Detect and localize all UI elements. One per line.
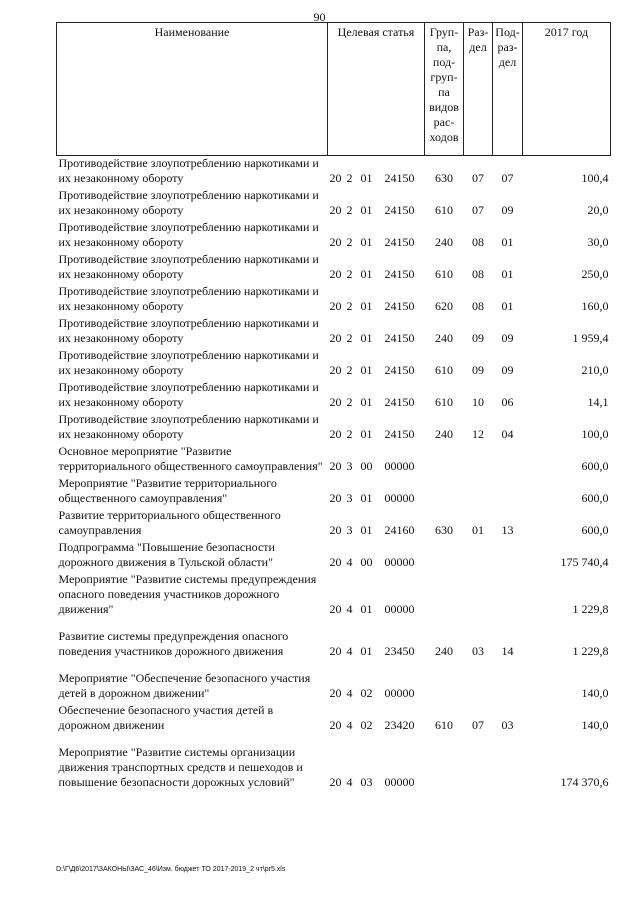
row-section: 01 bbox=[472, 523, 484, 537]
target-article-part: 00 bbox=[360, 555, 373, 569]
target-article-part: 01 bbox=[360, 523, 373, 537]
target-article-part: 23450 bbox=[384, 644, 415, 658]
page-number: 90 bbox=[313, 10, 326, 24]
row-amount: 30,0 bbox=[587, 235, 609, 249]
row-amount: 14,1 bbox=[587, 395, 609, 409]
row-section: 10 bbox=[472, 395, 484, 409]
row-subsection: 13 bbox=[501, 523, 514, 537]
row-name: Основное мероприятие "Развитие территориального общественного самоуправления" bbox=[58, 444, 323, 473]
target-article-part: 2 bbox=[346, 299, 353, 313]
row-section bbox=[464, 540, 493, 572]
target-article-part: 24150 bbox=[384, 171, 415, 185]
target-article-part: 00 bbox=[360, 459, 373, 473]
row-subsection bbox=[493, 476, 523, 508]
row-name: Подпрограмма "Повышение безопасности дорожного движения в Тульской области" bbox=[58, 540, 275, 569]
row-name: Противодействие злоупотреблению наркотиками и их незаконному обороту bbox=[58, 188, 319, 217]
table-row bbox=[57, 508, 611, 540]
header-year: 2017 год bbox=[523, 23, 611, 156]
row-subsection bbox=[493, 444, 523, 476]
table-row bbox=[57, 412, 611, 444]
row-target-article bbox=[328, 444, 425, 476]
target-article-part: 20 bbox=[329, 718, 342, 732]
target-article-part: 00000 bbox=[384, 775, 415, 789]
target-article-part: 23420 bbox=[384, 718, 415, 732]
row-target-article bbox=[328, 508, 425, 540]
row-subsection: 09 bbox=[501, 203, 514, 217]
target-article-part: 01 bbox=[360, 331, 373, 345]
row-target-article bbox=[328, 380, 425, 412]
target-article-part: 01 bbox=[360, 267, 373, 281]
row-amount: 174 370,6 bbox=[560, 775, 609, 789]
row-target-article bbox=[328, 284, 425, 316]
row-subsection: 07 bbox=[501, 171, 514, 185]
target-article-part: 4 bbox=[346, 686, 353, 700]
row-target-article bbox=[328, 316, 425, 348]
row-group: 610 bbox=[435, 267, 453, 281]
row-amount: 600,0 bbox=[581, 459, 609, 473]
target-article-part: 24150 bbox=[384, 363, 415, 377]
row-group bbox=[425, 540, 464, 572]
row-subsection: 06 bbox=[501, 395, 514, 409]
row-group: 610 bbox=[435, 395, 453, 409]
row-amount: 1 229,8 bbox=[572, 644, 609, 658]
target-article-part: 24150 bbox=[384, 427, 415, 441]
target-article-part: 00000 bbox=[384, 686, 415, 700]
target-article-part: 3 bbox=[346, 523, 353, 537]
row-section bbox=[464, 572, 493, 619]
row-section bbox=[464, 661, 493, 703]
row-group: 240 bbox=[435, 427, 453, 441]
target-article-part: 00000 bbox=[384, 491, 415, 505]
row-name: Мероприятие "Развитие территориального общественного самоуправления" bbox=[58, 476, 277, 505]
target-article-part: 20 bbox=[329, 203, 342, 217]
row-section bbox=[464, 476, 493, 508]
row-target-article bbox=[328, 412, 425, 444]
target-article-part: 20 bbox=[329, 171, 342, 185]
row-name: Мероприятие "Развитие системы предупреждения опасного поведения участников дорожного движения" bbox=[58, 572, 317, 616]
row-section: 09 bbox=[472, 363, 484, 377]
row-amount: 140,0 bbox=[581, 686, 609, 700]
row-target-article bbox=[328, 156, 425, 189]
target-article-part: 01 bbox=[360, 644, 373, 658]
budget-table bbox=[56, 22, 611, 792]
target-article-part: 00000 bbox=[384, 555, 415, 569]
row-amount: 210,0 bbox=[581, 363, 609, 377]
header-section: Раз- дел bbox=[464, 23, 493, 156]
row-target-article bbox=[328, 348, 425, 380]
row-target-article bbox=[328, 476, 425, 508]
row-name: Противодействие злоупотреблению наркотиками и их незаконному обороту bbox=[58, 284, 319, 313]
target-article-part: 24150 bbox=[384, 203, 415, 217]
target-article-part: 2 bbox=[346, 235, 353, 249]
target-article-part: 2 bbox=[346, 395, 353, 409]
row-amount: 140,0 bbox=[581, 718, 609, 732]
target-article-part: 20 bbox=[329, 299, 342, 313]
row-amount: 1 959,4 bbox=[572, 331, 609, 345]
target-article-part: 24150 bbox=[384, 299, 415, 313]
row-subsection: 09 bbox=[501, 331, 514, 345]
row-name: Обеспечение безопасного участия детей в дорожном движении bbox=[58, 703, 274, 732]
row-section: 03 bbox=[472, 644, 484, 658]
target-article-part: 20 bbox=[329, 602, 342, 616]
row-amount: 600,0 bbox=[581, 491, 609, 505]
target-article-part: 4 bbox=[346, 602, 353, 616]
table-row bbox=[57, 316, 611, 348]
target-article-part: 20 bbox=[329, 686, 342, 700]
row-amount: 100,0 bbox=[581, 427, 609, 441]
target-article-part: 20 bbox=[329, 459, 342, 473]
table-row bbox=[57, 444, 611, 476]
row-target-article bbox=[328, 220, 425, 252]
target-article-part: 4 bbox=[346, 555, 353, 569]
row-target-article bbox=[328, 540, 425, 572]
row-group: 610 bbox=[435, 203, 453, 217]
row-section bbox=[464, 735, 493, 792]
row-amount: 1 229,8 bbox=[572, 602, 609, 616]
row-subsection: 03 bbox=[501, 718, 514, 732]
target-article-part: 3 bbox=[346, 491, 353, 505]
row-group: 240 bbox=[435, 235, 453, 249]
row-amount: 20,0 bbox=[587, 203, 609, 217]
row-section: 08 bbox=[472, 299, 484, 313]
row-name: Мероприятие "Обеспечение безопасного участия детей в дорожном движении" bbox=[58, 671, 311, 700]
table-row bbox=[57, 284, 611, 316]
row-name: Развитие системы предупреждения опасного поведения участников дорожного движения bbox=[58, 629, 289, 658]
row-group bbox=[425, 735, 464, 792]
target-article-part: 4 bbox=[346, 644, 353, 658]
row-section: 08 bbox=[472, 267, 484, 281]
target-article-part: 01 bbox=[360, 491, 373, 505]
row-group bbox=[425, 444, 464, 476]
row-target-article bbox=[328, 188, 425, 220]
row-subsection bbox=[493, 735, 523, 792]
row-name: Противодействие злоупотреблению наркотиками и их незаконному обороту bbox=[58, 252, 319, 281]
target-article-part: 20 bbox=[329, 555, 342, 569]
target-article-part: 2 bbox=[346, 267, 353, 281]
target-article-part: 20 bbox=[329, 235, 342, 249]
target-article-part: 20 bbox=[329, 644, 342, 658]
row-group bbox=[425, 661, 464, 703]
target-article-part: 01 bbox=[360, 602, 373, 616]
row-name: Развитие территориального общественного самоуправления bbox=[58, 508, 281, 537]
row-target-article bbox=[328, 572, 425, 619]
row-group: 630 bbox=[435, 171, 453, 185]
row-amount: 160,0 bbox=[581, 299, 609, 313]
table-row bbox=[57, 735, 611, 792]
target-article-part: 01 bbox=[360, 171, 373, 185]
table-row bbox=[57, 540, 611, 572]
row-group: 610 bbox=[435, 718, 453, 732]
target-article-part: 20 bbox=[329, 775, 342, 789]
target-article-part: 01 bbox=[360, 235, 373, 249]
target-article-part: 4 bbox=[346, 775, 353, 789]
row-subsection: 01 bbox=[501, 267, 514, 281]
row-subsection: 01 bbox=[501, 235, 514, 249]
target-article-part: 02 bbox=[360, 718, 373, 732]
target-article-part: 00000 bbox=[384, 459, 415, 473]
row-group bbox=[425, 476, 464, 508]
row-name: Противодействие злоупотреблению наркотиками и их незаконному обороту bbox=[58, 412, 319, 441]
row-name: Мероприятие "Развитие системы организации движения транспортных средств и пешеходов и повышение безопасности дорожных условий" bbox=[58, 745, 303, 789]
row-target-article bbox=[328, 735, 425, 792]
table-row bbox=[57, 661, 611, 703]
row-subsection: 01 bbox=[501, 299, 514, 313]
target-article-part: 01 bbox=[360, 363, 373, 377]
row-group: 240 bbox=[435, 644, 453, 658]
target-article-part: 20 bbox=[329, 395, 342, 409]
table-row bbox=[57, 572, 611, 619]
target-article-part: 24150 bbox=[384, 235, 415, 249]
row-subsection: 14 bbox=[501, 644, 514, 658]
target-article-part: 4 bbox=[346, 718, 353, 732]
target-article-part: 24160 bbox=[384, 523, 415, 537]
target-article-part: 2 bbox=[346, 331, 353, 345]
row-subsection bbox=[493, 661, 523, 703]
target-article-part: 2 bbox=[346, 427, 353, 441]
file-path-footer: D:\Г\Д6\2017\ЗАКОНЫ\ЗАС_46\Изм. бюджет ТО 2017-2019_2 чт\pr5.xls bbox=[56, 866, 286, 873]
row-subsection: 04 bbox=[501, 427, 514, 441]
target-article-part: 02 bbox=[360, 686, 373, 700]
table-row bbox=[57, 156, 611, 189]
target-article-part: 20 bbox=[329, 363, 342, 377]
target-article-part: 00000 bbox=[384, 602, 415, 616]
target-article-part: 3 bbox=[346, 459, 353, 473]
target-article-part: 2 bbox=[346, 363, 353, 377]
table-row bbox=[57, 619, 611, 661]
row-amount: 250,0 bbox=[581, 267, 609, 281]
row-group bbox=[425, 572, 464, 619]
target-article-part: 03 bbox=[360, 775, 373, 789]
target-article-part: 20 bbox=[329, 523, 342, 537]
row-group: 630 bbox=[435, 523, 453, 537]
table-row bbox=[57, 252, 611, 284]
target-article-part: 24150 bbox=[384, 395, 415, 409]
row-section bbox=[464, 444, 493, 476]
table-row bbox=[57, 380, 611, 412]
header-row bbox=[57, 23, 611, 156]
row-section: 08 bbox=[472, 235, 484, 249]
row-subsection bbox=[493, 572, 523, 619]
row-section: 07 bbox=[472, 718, 484, 732]
table-body bbox=[57, 156, 611, 793]
row-target-article bbox=[328, 661, 425, 703]
row-name: Противодействие злоупотреблению наркотиками и их незаконному обороту bbox=[58, 220, 319, 249]
row-target-article bbox=[328, 703, 425, 735]
table-row bbox=[57, 220, 611, 252]
target-article-part: 2 bbox=[346, 203, 353, 217]
row-name: Противодействие злоупотреблению наркотиками и их незаконному обороту bbox=[58, 380, 319, 409]
table-row bbox=[57, 703, 611, 735]
row-section: 07 bbox=[472, 171, 484, 185]
row-group: 610 bbox=[435, 363, 453, 377]
target-article-part: 01 bbox=[360, 395, 373, 409]
row-target-article bbox=[328, 252, 425, 284]
row-section: 12 bbox=[472, 427, 484, 441]
table-row bbox=[57, 348, 611, 380]
row-name: Противодействие злоупотреблению наркотиками и их незаконному обороту bbox=[58, 156, 319, 185]
target-article-part: 01 bbox=[360, 299, 373, 313]
target-article-part: 24150 bbox=[384, 331, 415, 345]
header-subsection: Под- раз- дел bbox=[493, 23, 523, 156]
table-row bbox=[57, 188, 611, 220]
row-subsection: 09 bbox=[501, 363, 514, 377]
row-name: Противодействие злоупотреблению наркотиками и их незаконному обороту bbox=[58, 316, 319, 345]
row-amount: 100,4 bbox=[581, 171, 609, 185]
table-row bbox=[57, 476, 611, 508]
header-target: Целевая статья bbox=[328, 23, 425, 156]
row-amount: 175 740,4 bbox=[560, 555, 609, 569]
row-target-article bbox=[328, 619, 425, 661]
target-article-part: 20 bbox=[329, 427, 342, 441]
target-article-part: 01 bbox=[360, 203, 373, 217]
target-article-part: 01 bbox=[360, 427, 373, 441]
target-article-part: 20 bbox=[329, 267, 342, 281]
row-group: 240 bbox=[435, 331, 453, 345]
target-article-part: 24150 bbox=[384, 267, 415, 281]
header-group: Груп- па, под- груп- па видов рас- ходов bbox=[425, 23, 464, 156]
row-group: 620 bbox=[435, 299, 453, 313]
header-name: Наименование bbox=[57, 23, 328, 156]
row-section: 09 bbox=[472, 331, 484, 345]
row-section: 07 bbox=[472, 203, 484, 217]
row-amount: 600,0 bbox=[581, 523, 609, 537]
row-subsection bbox=[493, 540, 523, 572]
target-article-part: 20 bbox=[329, 331, 342, 345]
target-article-part: 2 bbox=[346, 171, 353, 185]
target-article-part: 20 bbox=[329, 491, 342, 505]
row-name: Противодействие злоупотреблению наркотиками и их незаконному обороту bbox=[58, 348, 319, 377]
